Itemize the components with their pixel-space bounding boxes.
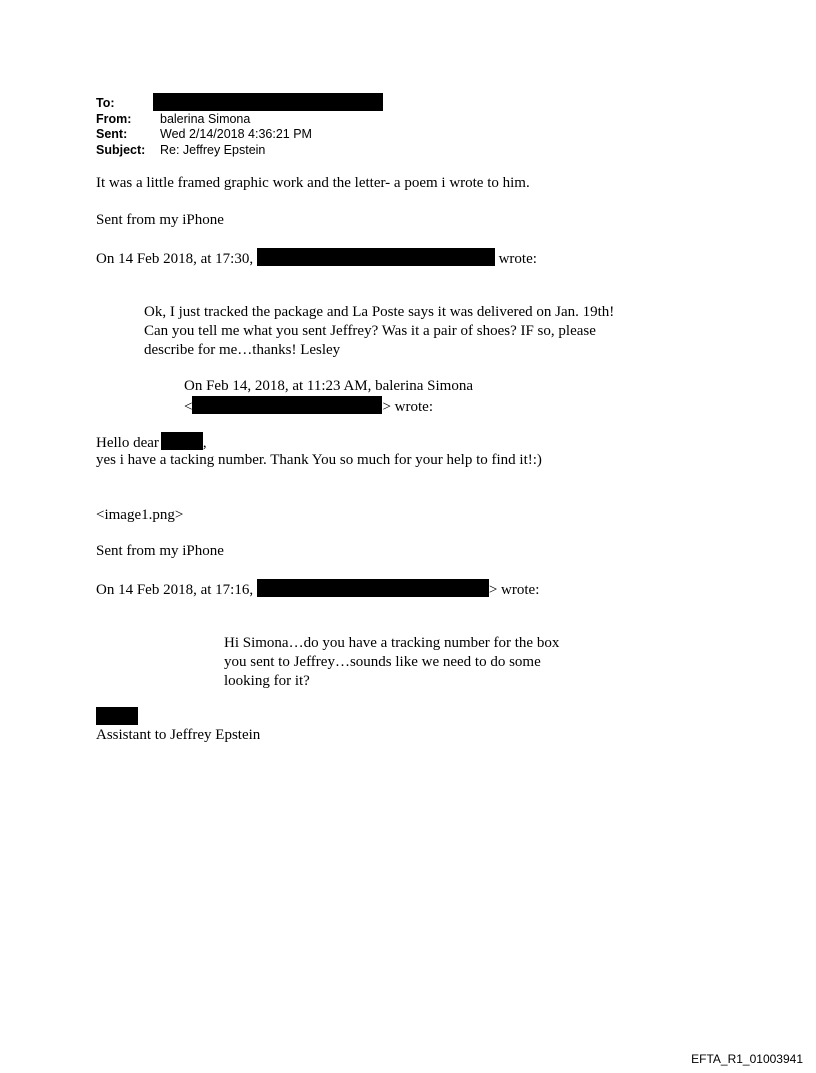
quote-header-1-suffix: wrote:: [498, 251, 537, 267]
quote-header-1: [96, 248, 537, 269]
subject-row: [96, 143, 496, 158]
message-line: It was a little framed graphic work and the letter- a poem i wrote to him.: [96, 175, 530, 191]
reply-line: Can you tell me what you sent Jeffrey? Was it a pair of shoes? IF so, please: [144, 323, 596, 339]
quote-header-2-open: <: [184, 399, 193, 415]
document-id: EFTA_R1_01003941: [691, 1052, 803, 1066]
reply-line: looking for it?: [224, 673, 310, 689]
attachment-reference: <image1.png>: [96, 507, 184, 523]
sender-redaction: [257, 248, 495, 266]
to-label: To:: [96, 96, 115, 110]
sender-redaction: [257, 579, 489, 597]
quote-header-2-suffix: > wrote:: [382, 399, 433, 415]
quote-header-1-prefix: On 14 Feb 2018, at 17:30,: [96, 251, 254, 267]
email-redaction: [192, 396, 382, 414]
assistant-signature: Assistant to Jeffrey Epstein: [96, 727, 261, 743]
from-row: [96, 112, 496, 127]
sent-from-signature: Sent from my iPhone: [96, 543, 224, 559]
greeting-prefix: Hello dear: [96, 435, 159, 451]
reply-line: Ok, I just tracked the package and La Poste says it was delivered on Jan. 19th!: [144, 304, 615, 320]
sent-label: Sent:: [96, 127, 128, 141]
reply-line: you sent to Jeffrey…sounds like we need to do some: [224, 654, 541, 670]
subject-label: Subject:: [96, 143, 146, 157]
from-label: From:: [96, 112, 132, 126]
quote-header-2-line1: On Feb 14, 2018, at 11:23 AM, balerina Simona: [184, 378, 473, 394]
greeting-line: [96, 432, 207, 453]
name-redaction: [161, 432, 203, 450]
quote-header-3: [96, 579, 539, 600]
quote-header-3-suffix: > wrote:: [488, 582, 540, 598]
from-value: balerina Simona: [160, 112, 251, 126]
sent-value: Wed 2/14/2018 4:36:21 PM: [160, 127, 312, 141]
sent-row: [96, 127, 496, 142]
signature-name-redaction: [96, 707, 138, 725]
message-line: yes i have a tacking number. Thank You so much for your help to find it!:): [96, 452, 542, 468]
quote-header-2-line2: [184, 396, 433, 417]
sent-from-signature: Sent from my iPhone: [96, 212, 224, 228]
quote-header-3-prefix: On 14 Feb 2018, at 17:16,: [96, 582, 254, 598]
reply-line: Hi Simona…do you have a tracking number for the box: [224, 635, 560, 651]
subject-value: Re: Jeffrey Epstein: [160, 143, 266, 157]
reply-line: describe for me…thanks! Lesley: [144, 342, 341, 358]
to-redaction: [153, 93, 383, 111]
greeting-suffix: ,: [202, 435, 207, 451]
